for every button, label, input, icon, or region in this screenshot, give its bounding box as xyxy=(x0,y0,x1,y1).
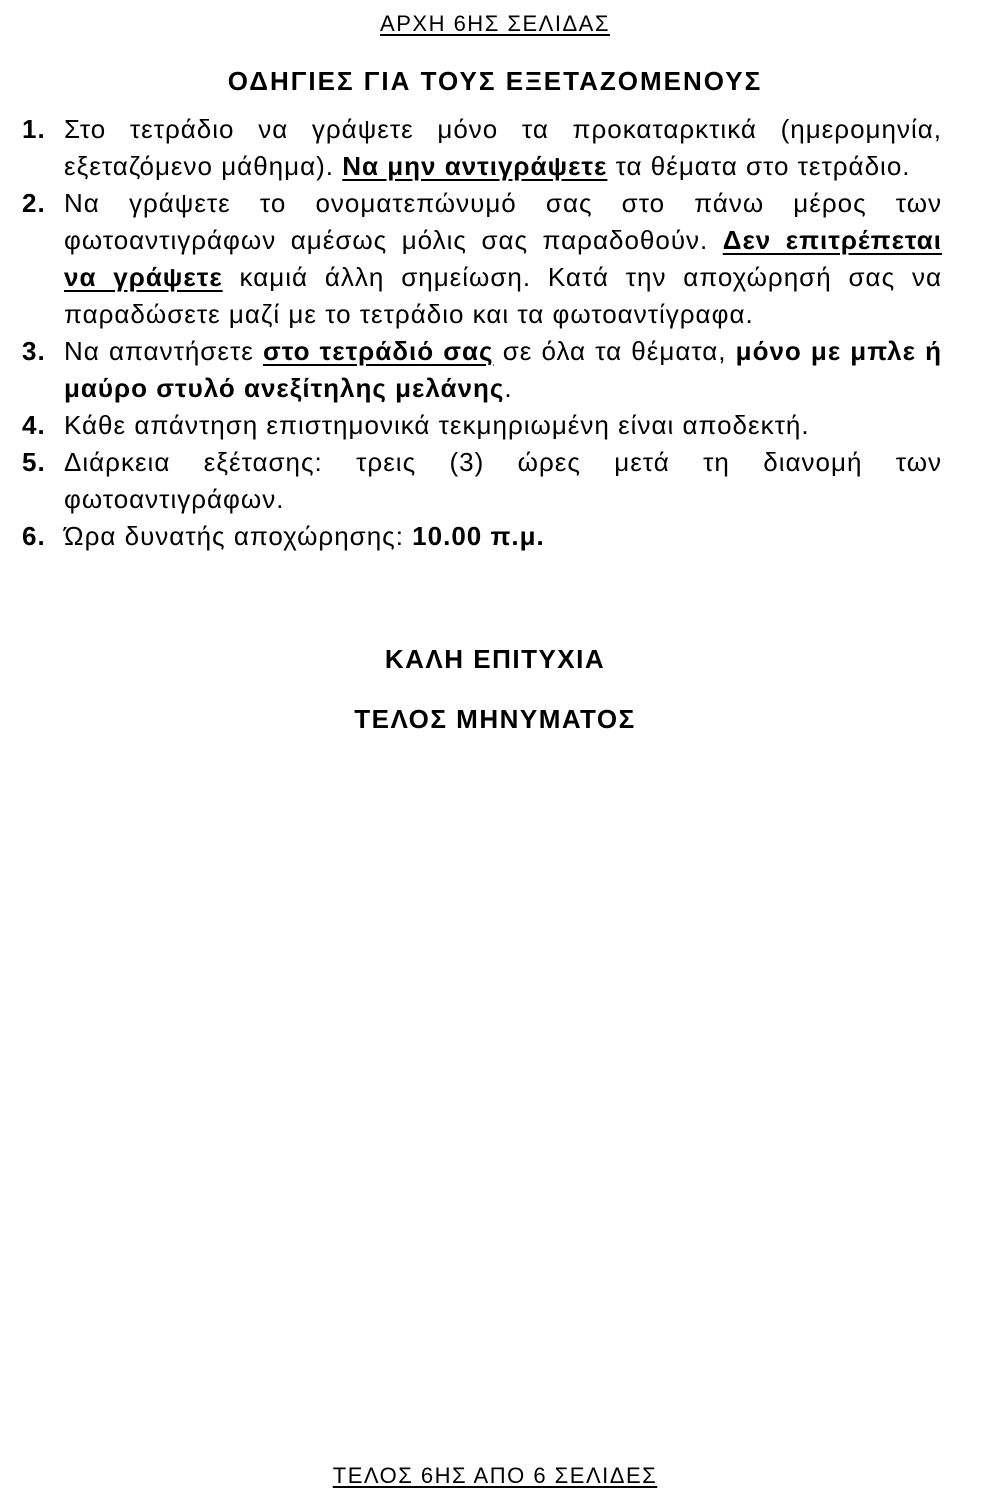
text-segment: Να γράψετε το ονοματεπώνυμό σας στο πάνω μέρος των φωτοαντιγράφων αμέσως μόλις σας παραδοθούν. xyxy=(64,188,942,255)
item-text xyxy=(64,333,942,407)
document-title: ΟΔΗΓΙΕΣ ΓΙΑ ΤΟΥΣ ΕΞΕΤΑΖΟΜΕΝΟΥΣ xyxy=(227,66,763,96)
item-text xyxy=(64,407,942,444)
text-segment: καμιά άλλη σημείωση. Κατά την αποχώρησή σας να παραδώσετε μαζί με το τετράδιο και τα φωτοαντίγραφα. xyxy=(64,262,942,329)
item-text xyxy=(64,444,942,518)
instruction-item-6 xyxy=(22,518,942,555)
emphasis-segment: στο τετράδιό σας xyxy=(262,336,494,366)
page-footer xyxy=(0,1462,990,1490)
item-text xyxy=(64,185,942,333)
page-header-text: ΑΡΧΗ 6ΗΣ ΣΕΛΙΔΑΣ xyxy=(380,11,610,36)
text-segment: σε όλα τα θέματα, xyxy=(493,336,736,366)
text-segment: Ώρα δυνατής αποχώρησης: xyxy=(64,521,413,551)
instruction-item-2 xyxy=(22,185,942,333)
instructions-list xyxy=(22,111,942,555)
text-segment: Στο τετράδιο να γράψετε μόνο τα προκαταρκτικά (ημερομηνία, εξεταζόμενο μάθημα). xyxy=(64,114,942,181)
bold-segment: μόνο με μπλε ή μαύρο στυλό ανεξίτηλης μελάνης xyxy=(64,336,942,403)
good-luck-text: ΚΑΛΗ ΕΠΙΤΥΧΙΑ xyxy=(384,644,606,674)
instruction-item-5 xyxy=(22,444,942,518)
instruction-item-1 xyxy=(22,111,942,185)
text-segment: . xyxy=(504,373,513,403)
end-of-message-text: ΤΕΛΟΣ ΜΗΝΥΜΑΤΟΣ xyxy=(354,704,636,734)
emphasis-segment: Να μην αντιγράψετε xyxy=(342,151,608,181)
text-segment: Να απαντήσετε xyxy=(64,336,263,366)
item-text xyxy=(64,111,942,185)
text-segment: Κάθε απάντηση επιστημονικά τεκμηριωμένη είναι αποδεκτή. xyxy=(64,410,810,440)
item-number: 6. xyxy=(22,521,46,551)
page-footer-text: ΤΕΛΟΣ 6ΗΣ ΑΠΟ 6 ΣΕΛΙΔΕΣ xyxy=(332,1463,658,1488)
item-text xyxy=(64,518,942,555)
item-number: 3. xyxy=(22,336,46,366)
text-segment: τα θέματα στο τετράδιο. xyxy=(607,151,911,181)
page-header xyxy=(0,10,990,38)
instruction-item-4 xyxy=(22,407,942,444)
item-number: 2. xyxy=(22,188,46,218)
item-number: 5. xyxy=(22,447,46,477)
instruction-item-3 xyxy=(22,333,942,407)
emphasis-segment: Δεν επιτρέπεται να γράψετε xyxy=(64,225,942,292)
text-segment: Διάρκεια εξέτασης: τρεις (3) ώρες μετά τη διανομή των φωτοαντιγράφων. xyxy=(64,447,942,514)
bold-segment: 10.00 π.μ. xyxy=(412,521,545,551)
item-number: 1. xyxy=(22,114,46,144)
item-number: 4. xyxy=(22,410,46,440)
